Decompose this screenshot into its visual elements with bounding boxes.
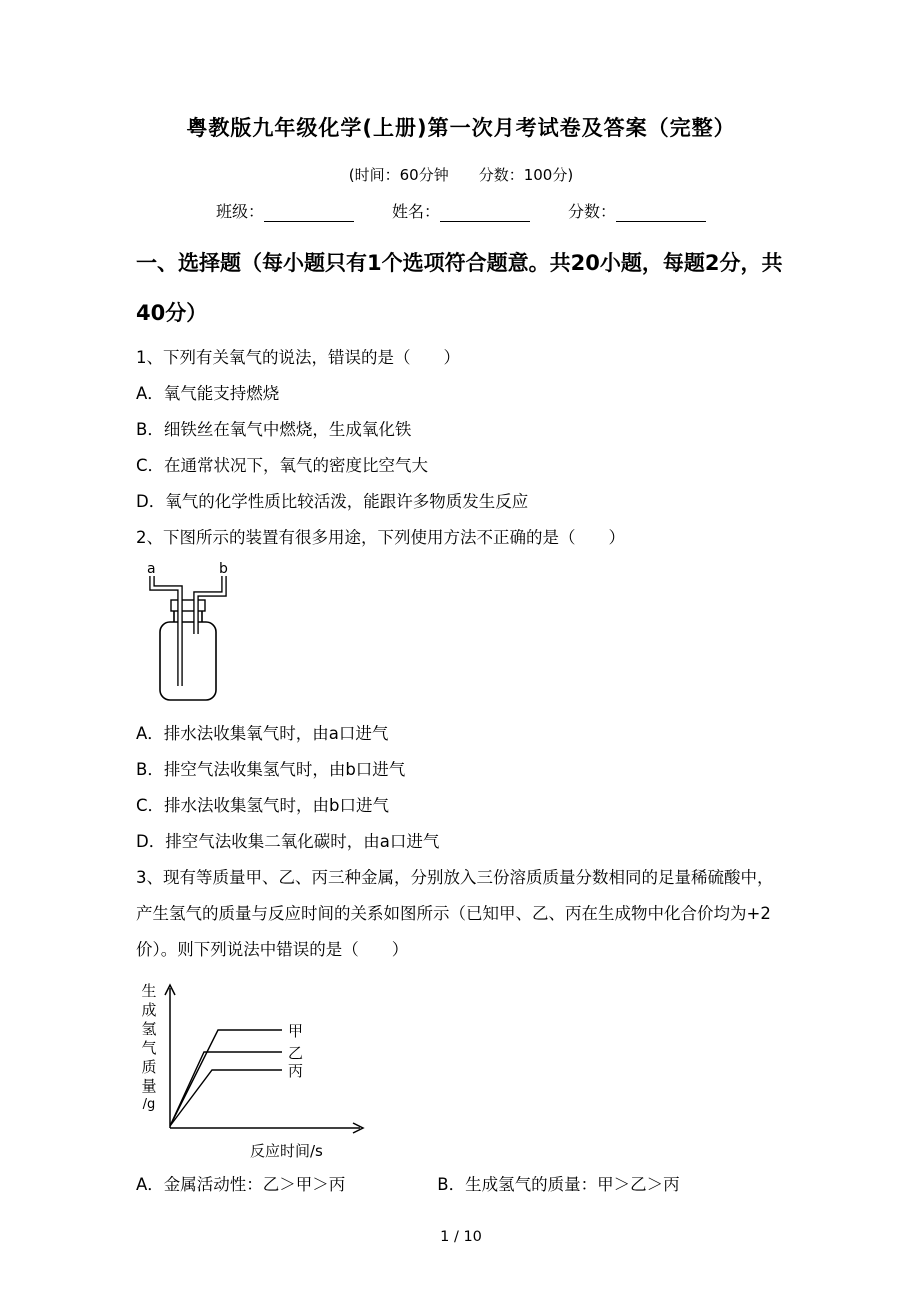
y-axis-label-text: 生成氢气质量 <box>141 982 157 1095</box>
question-1 <box>136 340 786 520</box>
exam-meta: (时间：60分钟 分数：100分) <box>348 166 574 184</box>
tube-b-label: b <box>219 561 228 577</box>
name-blank <box>440 204 530 222</box>
score-blank <box>616 204 706 222</box>
bottle-stopper <box>171 600 205 611</box>
page-number: 1 / 10 <box>440 1229 482 1245</box>
class-label: 班级： <box>215 202 264 221</box>
question-3-options-row <box>136 1167 786 1203</box>
question-2-option-a: A．排水法收集氧气时，由a口进气 <box>136 724 389 743</box>
name-label: 姓名： <box>391 202 440 221</box>
question-1-stem: 1、下列有关氧气的说法，错误的是（ ） <box>136 348 460 367</box>
score-field <box>568 199 706 222</box>
question-1-option-b: B．细铁丝在氧气中燃烧，生成氧化铁 <box>136 420 412 439</box>
tube-a-outer <box>152 576 180 686</box>
question-3-option-a: A．金属活动性：乙＞甲＞丙 <box>136 1175 346 1194</box>
chart-x-axis-label: 反应时间/s <box>250 1142 323 1160</box>
chart-y-axis-label <box>138 978 160 1114</box>
question-1-option-a: A．氧气能支持燃烧 <box>136 384 280 403</box>
gas-bottle-figure <box>138 560 786 712</box>
question-3 <box>136 860 786 1203</box>
line-chart <box>160 978 375 1138</box>
gas-bottle-diagram <box>138 560 243 708</box>
question-2-option-b: B．排空气法收集氢气时，由b口进气 <box>136 760 406 779</box>
score-label: 分数： <box>568 202 617 221</box>
curve-bing-label: 丙 <box>288 1062 304 1080</box>
curve-jia <box>170 1030 282 1126</box>
question-2-option-d: D．排空气法收集二氧化碳时，由a口进气 <box>136 832 440 851</box>
y-axis-unit: /g <box>142 1097 156 1112</box>
question-3-stem: 3、现有等质量甲、乙、丙三种金属，分别放入三份溶质质量分数相同的足量稀硫酸中，产生氢气的质量与反应时间的关系如图所示（已知甲、乙、丙在生成物中化合价均为+2价）。则下列说法中错误的是（ ） <box>136 868 774 959</box>
question-1-option-d: D．氧气的化学性质比较活泼，能跟许多物质发生反应 <box>136 492 529 511</box>
class-blank <box>264 204 354 222</box>
name-field <box>392 199 530 222</box>
hydrogen-mass-chart-figure <box>138 978 786 1161</box>
question-3-option-b: B．生成氢气的质量：甲＞乙＞丙 <box>437 1175 680 1194</box>
student-info-row <box>136 199 786 222</box>
tube-a-inner <box>152 576 180 686</box>
question-2-stem: 2、下图所示的装置有很多用途，下列使用方法不正确的是（ ） <box>136 528 625 547</box>
curve-yi-label: 乙 <box>288 1044 304 1062</box>
curve-bing <box>170 1070 282 1126</box>
class-field <box>216 199 354 222</box>
section-1-heading: 一、选择题（每小题只有1个选项符合题意。共20小题，每题2分，共40分） <box>136 251 783 325</box>
question-2-option-c: C．排水法收集氢气时，由b口进气 <box>136 796 389 815</box>
chart-row <box>138 978 786 1138</box>
curve-jia-label: 甲 <box>288 1022 304 1040</box>
bottle-body <box>160 622 216 700</box>
tube-a-label: a <box>147 561 156 577</box>
question-1-option-c: C．在通常状况下，氧气的密度比空气大 <box>136 456 429 475</box>
question-2 <box>136 520 786 860</box>
curve-yi <box>170 1052 282 1126</box>
page-title: 粤教版九年级化学(上册)第一次月考试卷及答案（完整） <box>186 116 736 140</box>
